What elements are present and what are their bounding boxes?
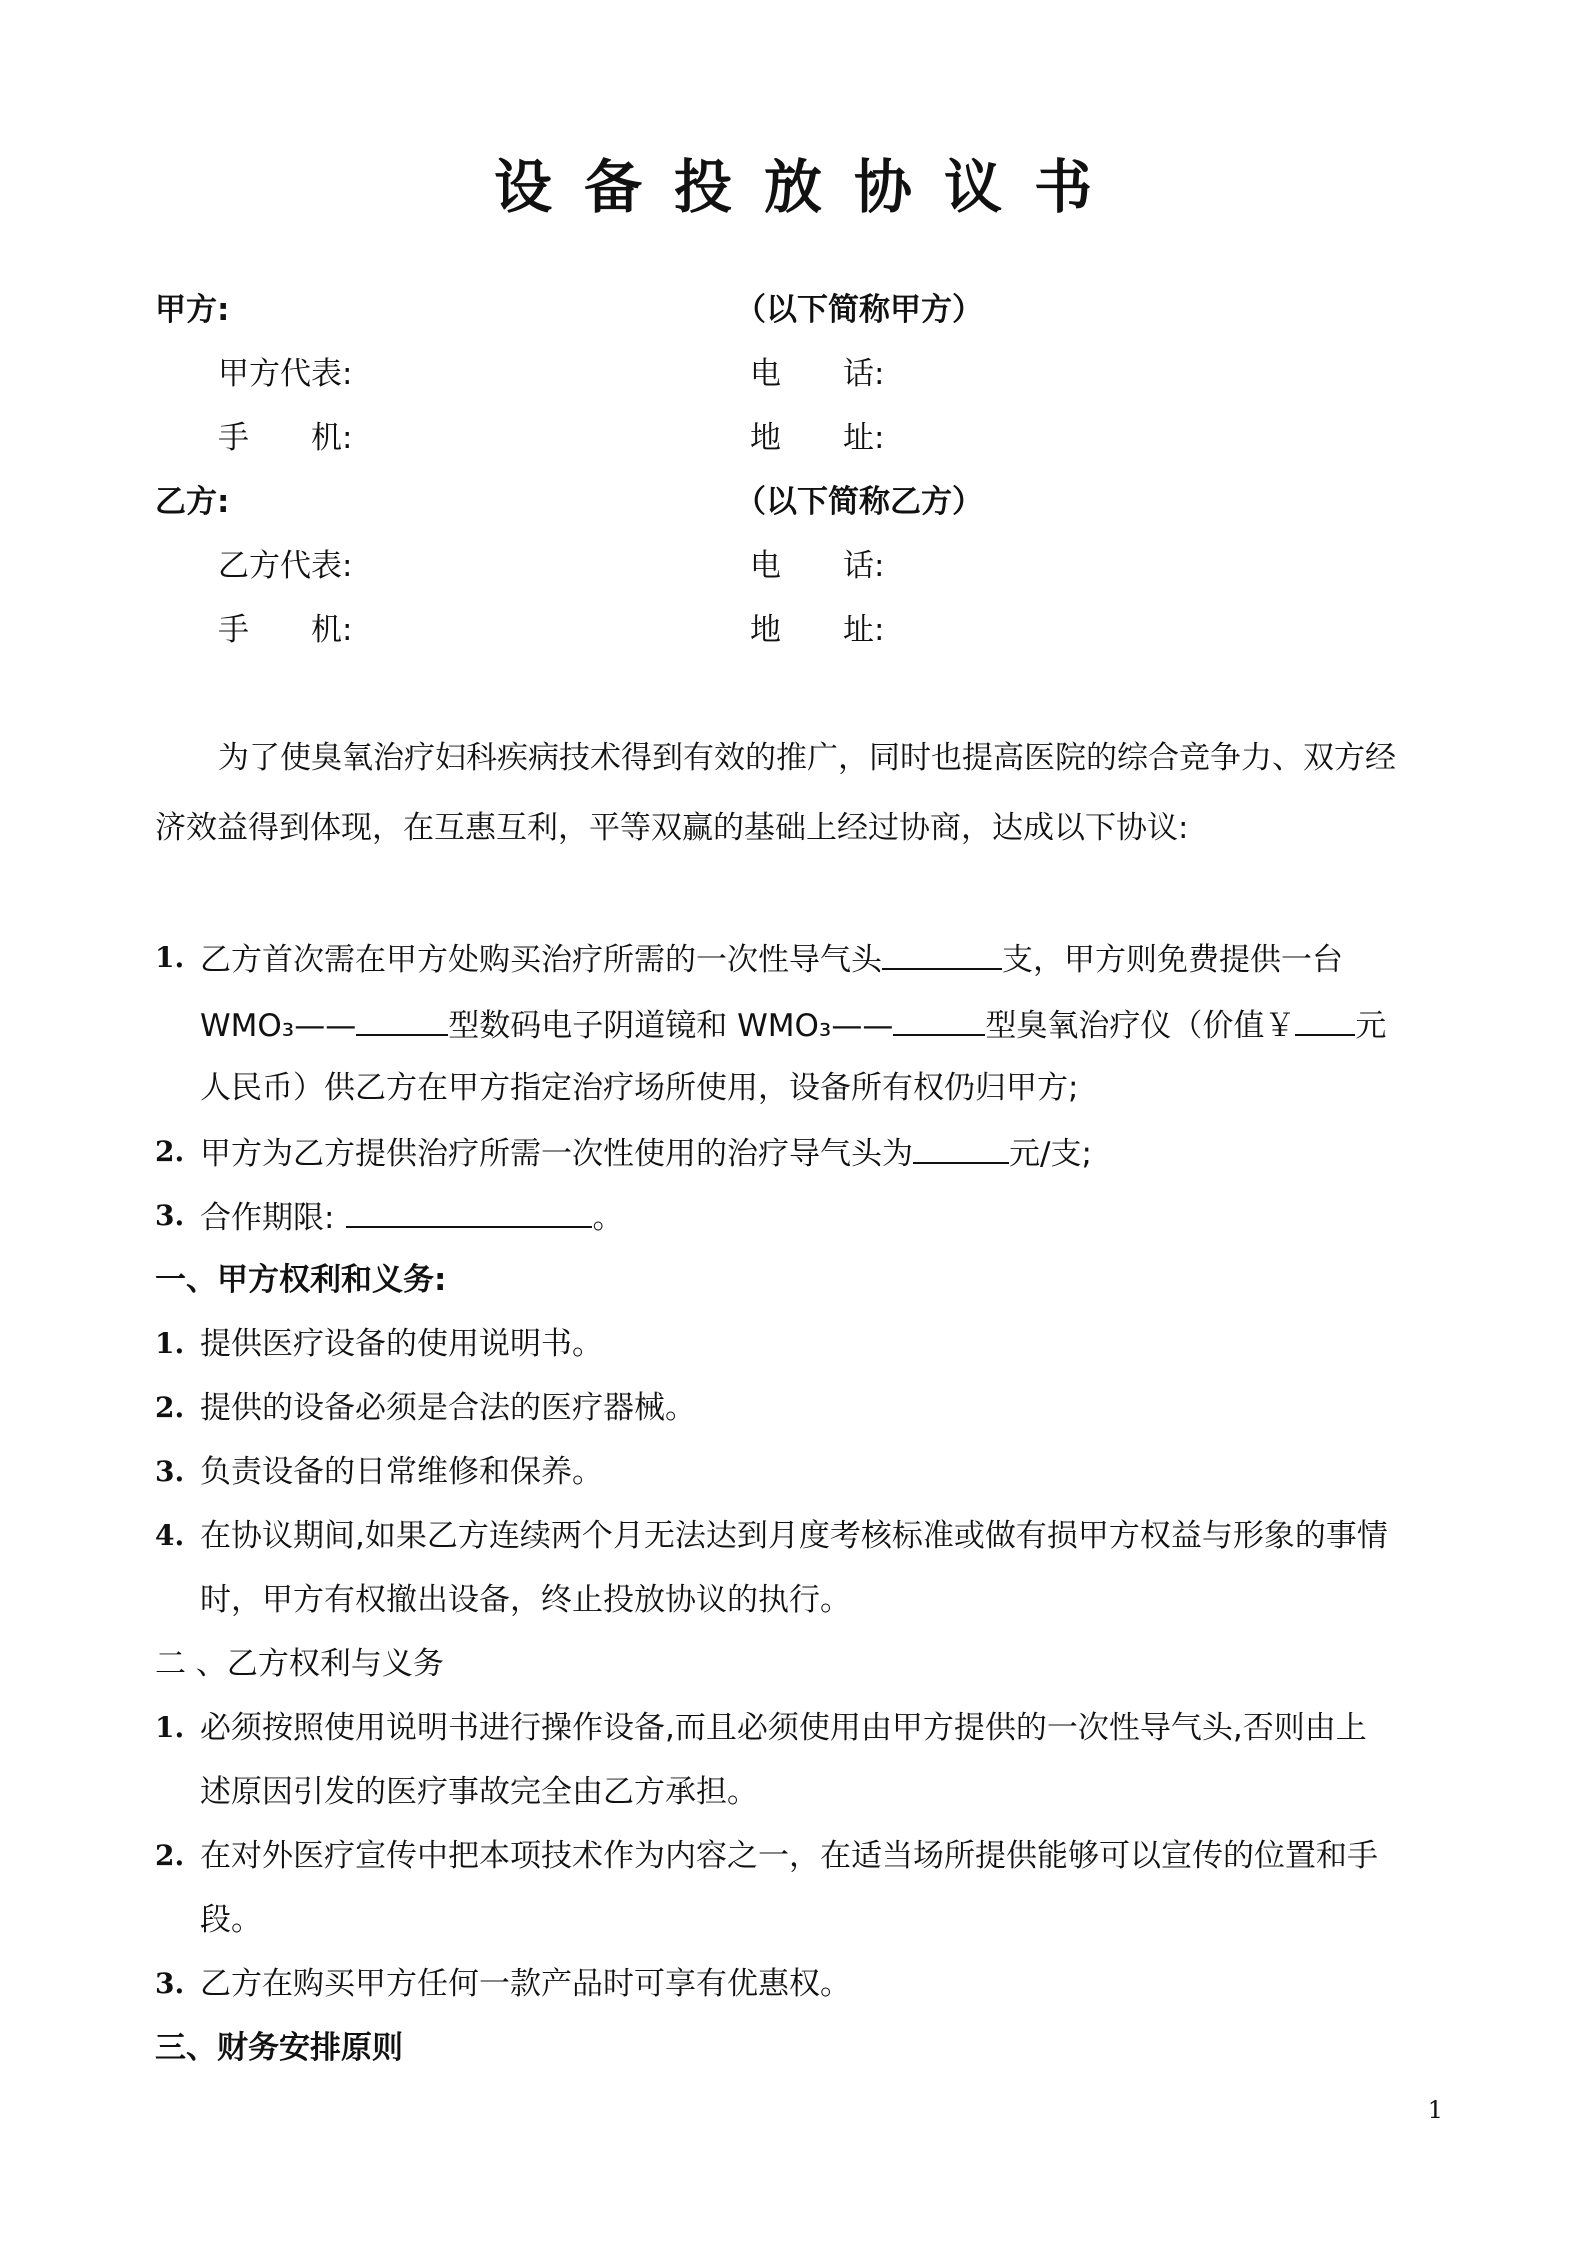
s2-item-3-number: 3. (155, 1967, 185, 2000)
party-b-phone-label: 电 话: (750, 548, 885, 584)
s1-item-1-number: 1. (155, 1327, 185, 1360)
intro-line-2: 济效益得到体现，在互惠互利，平等双赢的基础上经过协商，达成以下协议: (155, 810, 1189, 846)
term-1-text-b: 支，甲方则免费提供一台 (1002, 942, 1343, 978)
party-a-rep-label: 甲方代表: (218, 356, 353, 392)
s2-item-2-continuation: 段。 (200, 1902, 262, 1938)
party-a-label: 甲方: (155, 292, 230, 328)
party-b-address-label: 地 址: (750, 612, 885, 648)
term-1-line-1 (200, 938, 1343, 980)
term-1-text-c: 型数码电子阴道镜和 WMO₃—— (448, 1008, 894, 1044)
term-1-text-a: 乙方首次需在甲方处购买治疗所需的一次性导气头 (200, 942, 882, 978)
term-2-number: 2. (155, 1135, 185, 1168)
party-b-mobile-label: 手 机: (218, 612, 353, 648)
term-1-line-2 (200, 1004, 1386, 1046)
model-a-blank (356, 1004, 448, 1036)
s1-item-3-number: 3. (155, 1455, 185, 1488)
s2-item-2-number: 2. (155, 1839, 185, 1872)
term-2-text-a: 甲方为乙方提供治疗所需一次性使用的治疗导气头为 (200, 1136, 913, 1172)
price-blank (913, 1132, 1009, 1164)
term-2-text-b: 元/支; (1009, 1136, 1092, 1172)
section-1-heading: 一、甲方权利和义务: (155, 1262, 447, 1298)
term-1-text-d: 型臭氧治疗仪（价值￥ (985, 1008, 1296, 1044)
party-b-label: 乙方: (155, 484, 230, 520)
s1-item-4-text: 在协议期间,如果乙方连续两个月无法达到月度考核标准或做有损甲方权益与形象的事情 (200, 1518, 1388, 1554)
term-2-line (200, 1132, 1092, 1174)
model-b-blank (893, 1004, 985, 1036)
term-3-line (200, 1196, 623, 1238)
s1-item-4-number: 4. (155, 1519, 185, 1552)
term-1-line-3: 人民币）供乙方在甲方指定治疗场所使用，设备所有权仍归甲方; (200, 1070, 1079, 1106)
s2-item-1-text: 必须按照使用说明书进行操作设备,而且必须使用由甲方提供的一次性导气头,否则由上 (200, 1710, 1367, 1746)
s1-item-1-text: 提供医疗设备的使用说明书。 (200, 1326, 603, 1362)
party-b-rep-label: 乙方代表: (218, 548, 353, 584)
party-a-alias: （以下简称甲方） (735, 292, 983, 328)
party-a-mobile-label: 手 机: (218, 420, 353, 456)
party-b-alias: （以下简称乙方） (735, 484, 983, 520)
s1-item-2-text: 提供的设备必须是合法的医疗器械。 (200, 1390, 696, 1426)
term-period-blank (346, 1196, 592, 1228)
term-3-text-b: 。 (592, 1200, 624, 1236)
s1-item-2-number: 2. (155, 1391, 185, 1424)
s2-item-1-continuation: 述原因引发的医疗事故完全由乙方承担。 (200, 1774, 758, 1810)
party-a-phone-label: 电 话: (750, 356, 885, 392)
document-title: 设备投放协议书 (493, 153, 1124, 221)
quantity-blank (882, 938, 1002, 970)
term-1-text-e: 元 (1355, 1008, 1387, 1044)
term-1-number: 1. (155, 941, 185, 974)
page-number: 1 (1427, 2096, 1443, 2124)
section-2-heading: 二 、乙方权利与义务 (155, 1646, 444, 1682)
s1-item-3-text: 负责设备的日常维修和保养。 (200, 1454, 603, 1490)
s2-item-2-text: 在对外医疗宣传中把本项技术作为内容之一，在适当场所提供能够可以宣传的位置和手 (200, 1838, 1378, 1874)
party-a-address-label: 地 址: (750, 420, 885, 456)
value-blank (1295, 1004, 1355, 1036)
s2-item-3-text: 乙方在购买甲方任何一款产品时可享有优惠权。 (200, 1966, 851, 2002)
term-3-text-a: 合作期限: (200, 1200, 335, 1236)
intro-line-1: 为了使臭氧治疗妇科疾病技术得到有效的推广，同时也提高医院的综合竞争力、双方经 (218, 740, 1396, 776)
section-3-heading: 三、财务安排原则 (155, 2030, 403, 2066)
s2-item-1-number: 1. (155, 1711, 185, 1744)
term-1-model-a-prefix: WMO₃—— (200, 1008, 357, 1044)
term-3-number: 3. (155, 1199, 185, 1232)
s1-item-4-continuation: 时，甲方有权撤出设备，终止投放协议的执行。 (200, 1582, 851, 1618)
